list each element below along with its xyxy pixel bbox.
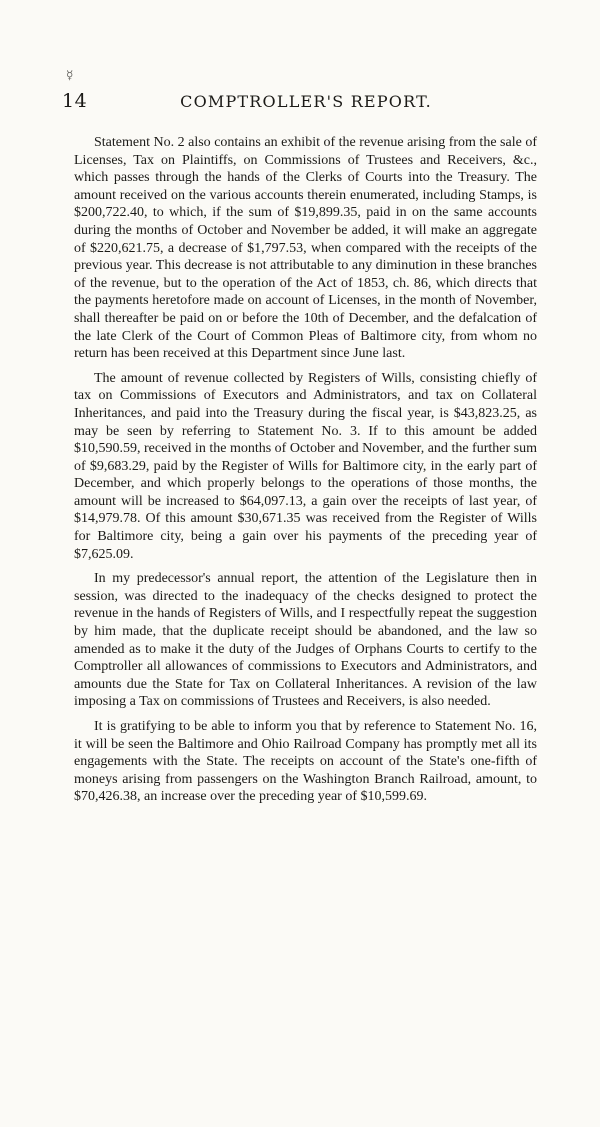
paragraph-licenses: Statement No. 2 also contains an exhibit of the revenue arising from the sale of Licenses, Tax on Plaintiffs, on Commissions of Trustees and Receivers, &c., which passes through the hands of the Clerks of Courts into the Treasury. The amount received on the various accounts therein enumerated, including Stamps, is $200,722.40, to which, if the sum of $19,899.35, paid in on the same accounts during the months of October and November be added, it will make an aggregate of $220,621.75, a decrease of $1,797.53, when compared with the receipts of the previous year. This decrease is not attributable to any diminution in these branches of the revenue, but to the operation of the Act of 1853, ch. 86, which directs that the payments heretofore made on account of Licenses, in the month of November, shall thereafter be paid on or before the 10th of December, and the defalcation of the late Clerk of the Court of Common Pleas of Baltimore city, from whom no return has been received at this Department since June last. xyxy=(74,135,537,362)
paragraph-legislature-suggestion: In my predecessor's annual report, the attention of the Legislature then in session, was directed to the inadequacy of the checks designed to protect the revenue in the hands of Registers of Wills, and I respectfully repeat the suggestion by him made, that the duplicate receipt should be abandoned, and the law so amended as to make it the duty of the Judges of Orphans Courts to certify to the Comptroller all allowances of commissions to Executors and Administrators, and amounts due the State for Tax on Collateral Inheritances. A revision of the law imposing a Tax on commissions of Trustees and Receivers, is also needed. xyxy=(74,571,537,710)
page-number: 14 xyxy=(62,90,88,112)
body-text xyxy=(74,134,537,813)
corner-mark: ☿ xyxy=(66,68,74,82)
page-header xyxy=(62,90,550,116)
paragraph-railroad-receipts: It is gratifying to be able to inform you that by reference to Statement No. 16, it will be seen the Baltimore and Ohio Railroad Company has promptly met all its engagements with the State. The receipts on account of the State's one-fifth of moneys arising from passengers on the Washington Branch Railroad, amount, to $70,426.38, an increase over the preceding year of $10,599.69. xyxy=(74,719,537,805)
page-title: COMPTROLLER'S REPORT. xyxy=(180,92,432,111)
paragraph-registers-of-wills: The amount of revenue collected by Registers of Wills, consisting chiefly of tax on Commissions of Executors and Administrators, and tax on Collateral Inheritances, and paid into the Treasury during the fiscal year, is $43,823.25, as may be seen by referring to Statement No. 3. If to this amount be added $10,590.59, received in the months of October and November, and the further sum of $9,683.29, paid by the Register of Wills for Baltimore city, in the early part of December, and which properly belongs to the operations of those months, the amount will be increased to $64,097.13, a gain over the receipts of last year, of $14,979.78. Of this amount $30,671.35 was received from the Register of Wills for Baltimore city, being a gain over his payments of the preceding year of $7,625.09. xyxy=(74,370,537,562)
